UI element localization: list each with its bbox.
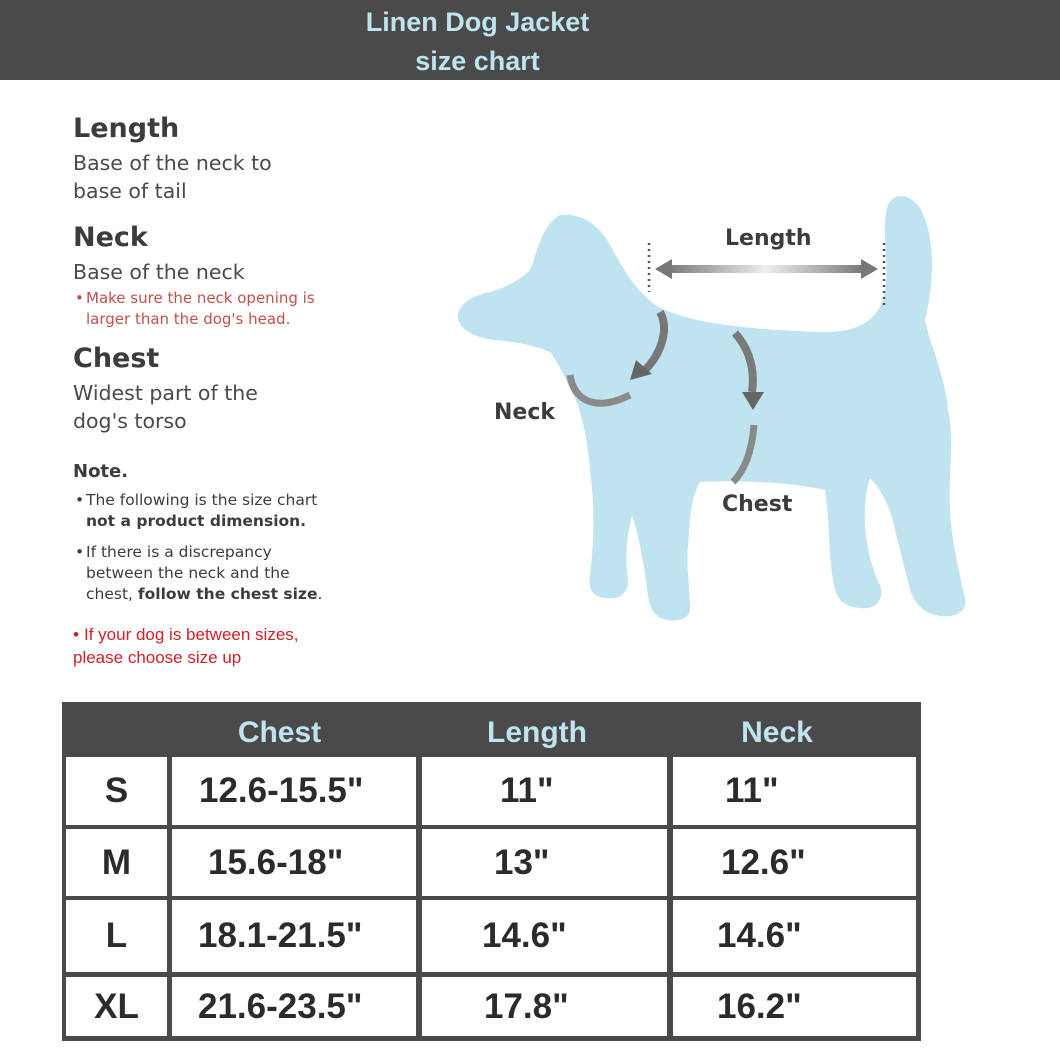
length-arrow-shaft bbox=[668, 265, 864, 273]
diagram-length-label: Length bbox=[725, 226, 812, 251]
neck-desc: Base of the neck bbox=[73, 260, 245, 284]
table-row-xl-neck: 16.2" bbox=[673, 977, 916, 1036]
header-length: Length bbox=[487, 716, 587, 749]
size-up-note-line2: please choose size up bbox=[73, 648, 242, 667]
bullet-icon: • bbox=[75, 543, 85, 561]
note-heading: Note. bbox=[73, 461, 129, 482]
table-row-xl-size: XL bbox=[66, 977, 167, 1036]
length-desc-line1: Base of the neck to bbox=[73, 151, 272, 175]
chest-heading: Chest bbox=[73, 343, 160, 374]
table-row-s-size: S bbox=[66, 757, 167, 825]
note-item2-line2: between the neck and the bbox=[86, 564, 290, 582]
table-row-s-neck: 11" bbox=[673, 757, 916, 825]
bullet-icon: • bbox=[75, 289, 84, 307]
bullet-icon: • bbox=[75, 491, 85, 509]
table-row-xl-length: 17.8" bbox=[422, 977, 667, 1036]
table-row-m-size: M bbox=[66, 829, 167, 896]
diagram-chest-label: Chest bbox=[722, 492, 793, 517]
table-row-m-length: 13" bbox=[422, 829, 667, 896]
length-arrow-right-head bbox=[861, 259, 878, 279]
length-arrow-left-head bbox=[655, 259, 672, 279]
header-bar bbox=[0, 0, 1060, 80]
header-neck: Neck bbox=[741, 716, 813, 749]
note-item2-line1: • If there is a discrepancy bbox=[75, 543, 272, 561]
neck-warning-line1: • Make sure the neck opening is bbox=[75, 289, 315, 307]
note-item1-line2: not a product dimension. bbox=[86, 512, 307, 530]
bullet-icon: • bbox=[73, 625, 79, 644]
table-row-l-size: L bbox=[66, 900, 167, 972]
table-row-s-length: 11" bbox=[422, 757, 667, 825]
page-title: Linen Dog Jacket bbox=[365, 7, 590, 37]
size-up-note-line1: • If your dog is between sizes, bbox=[73, 625, 299, 644]
size-up-note bbox=[73, 623, 299, 669]
table-row-xl-chest: 21.6-23.5" bbox=[172, 977, 416, 1036]
header-chest: Chest bbox=[237, 716, 322, 749]
size-table bbox=[62, 702, 921, 1041]
table-row-m-chest: 15.6-18" bbox=[172, 829, 416, 896]
length-desc-line2: base of tail bbox=[73, 179, 187, 203]
table-row-l-length: 14.6" bbox=[422, 900, 667, 972]
diagram-neck-label: Neck bbox=[494, 400, 556, 425]
page-subtitle: size chart bbox=[415, 46, 540, 76]
neck-heading: Neck bbox=[73, 222, 148, 253]
length-heading: Length bbox=[73, 113, 180, 144]
chest-desc-line1: Widest part of the bbox=[73, 381, 258, 405]
note-item1-line1: • The following is the size chart bbox=[75, 491, 318, 509]
table-row-s-chest: 12.6-15.5" bbox=[172, 757, 416, 825]
table-row-m-neck: 12.6" bbox=[673, 829, 916, 896]
chest-desc-line2: dog's torso bbox=[73, 409, 187, 433]
table-row-l-chest: 18.1-21.5" bbox=[172, 900, 416, 972]
note-item2-line3: chest, follow the chest size. bbox=[86, 585, 323, 603]
table-row-l-neck: 14.6" bbox=[673, 900, 916, 972]
neck-warning-line2: larger than the dog's head. bbox=[86, 310, 291, 328]
